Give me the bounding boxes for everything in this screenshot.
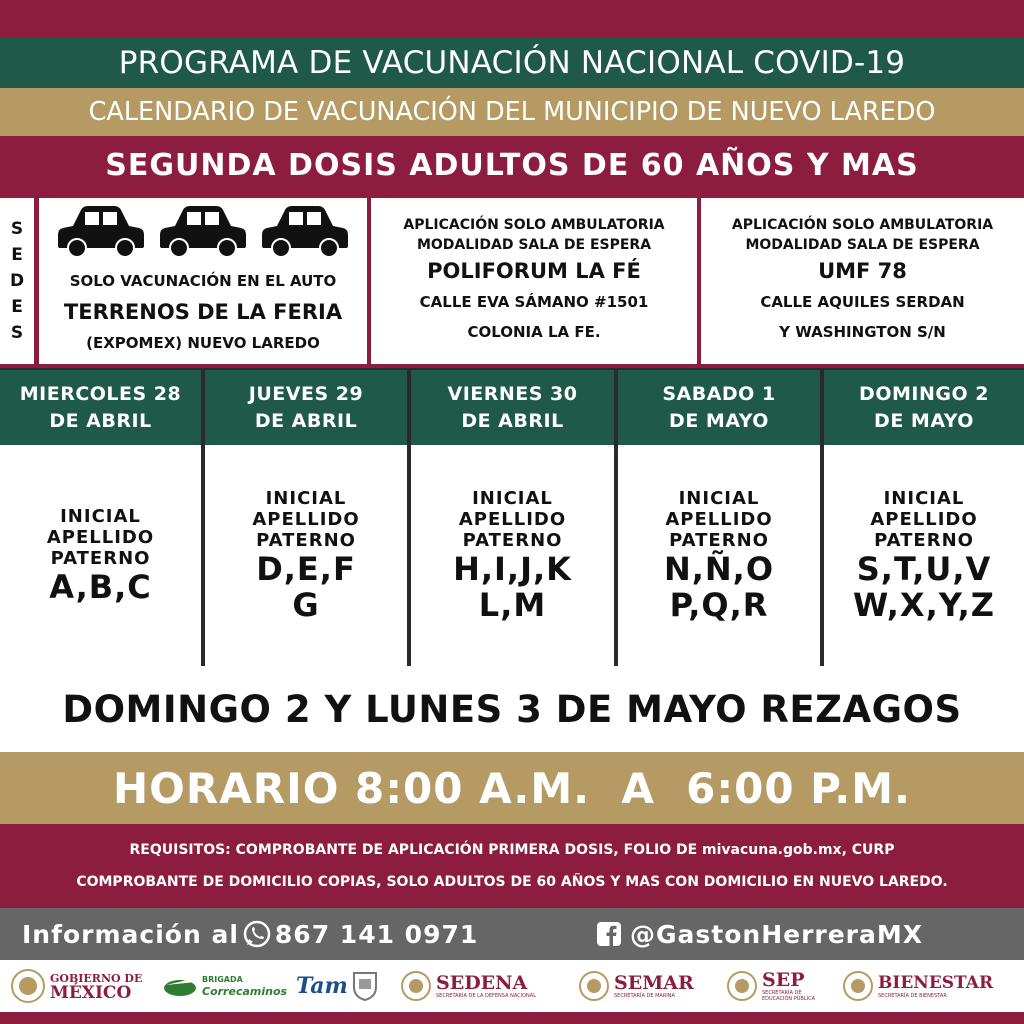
sede-mode: APLICACIÓN SOLO AMBULATORIA — [403, 217, 665, 233]
horario-banner: HORARIO 8:00 A.M. A 6:00 P.M. — [0, 752, 1024, 824]
inicial-label: INICIAL — [472, 488, 553, 509]
bienestar-sub: SECRETARÍA DE BIENESTAR — [878, 993, 947, 999]
paterno-label: PATERNO — [50, 548, 151, 569]
apellido-label: APELLIDO — [458, 509, 567, 530]
paterno-label: PATERNO — [256, 530, 356, 551]
day-month: DE MAYO — [874, 409, 974, 432]
sedes-letter: D — [9, 271, 25, 291]
info-social — [596, 920, 923, 949]
dose-heading: SEGUNDA DOSIS ADULTOS DE 60 AÑOS Y MAS — [0, 136, 1024, 194]
sedes-letter: S — [10, 219, 24, 239]
sede-name: POLIFORUM LA FÉ — [427, 259, 641, 283]
sedena-logo — [400, 970, 536, 1002]
requisitos-line2: COMPROBANTE DE DOMICILIO COPIAS, SOLO ADULTOS DE 60 AÑOS Y MAS CON DOMICILIO EN NUEVO LAREDO. — [76, 874, 948, 890]
gobierno-logo — [10, 968, 142, 1004]
letters-line2: L,M — [478, 586, 547, 624]
letters-line1: N,Ñ,O — [663, 550, 775, 588]
phone-number[interactable]: 867 141 0971 — [274, 919, 479, 949]
sede-name: UMF 78 — [818, 259, 907, 283]
day-column — [618, 370, 820, 666]
sedes-row — [0, 194, 1024, 368]
info-bar — [0, 908, 1024, 960]
day-month: DE MAYO — [669, 409, 769, 432]
day-header — [411, 370, 614, 445]
logo-bar — [0, 960, 1024, 1012]
letters-line1: A,B,C — [49, 568, 152, 606]
car-icon — [261, 204, 349, 258]
car-icon — [159, 204, 247, 258]
gobierno-line2: MÉXICO — [50, 983, 132, 1003]
sede-poliforum — [371, 198, 697, 364]
sede-mode: SOLO VACUNACIÓN EN EL AUTO — [69, 272, 337, 290]
semar-seal-icon — [578, 970, 610, 1002]
apellido-label: APELLIDO — [665, 509, 773, 530]
letters-line1: D,E,F — [256, 550, 356, 588]
apellido-label: APELLIDO — [46, 527, 155, 548]
rezagos-banner: DOMINGO 2 Y LUNES 3 DE MAYO REZAGOS — [0, 666, 1024, 752]
program-title: PROGRAMA DE VACUNACIÓN NACIONAL COVID-19 — [0, 38, 1024, 88]
sede-mode: APLICACIÓN SOLO AMBULATORIA — [731, 217, 994, 233]
schedule-days — [0, 368, 1024, 666]
sede-modality: MODALIDAD SALA DE ESPERA — [745, 237, 980, 253]
sede-address-2: Y WASHINGTON S/N — [779, 323, 946, 341]
day-body — [205, 445, 407, 666]
brigada-logo — [162, 973, 287, 999]
sede-name: TERRENOS DE LA FERIA — [63, 300, 343, 324]
bienestar-text: BIENESTAR — [878, 973, 994, 993]
requisitos — [0, 824, 1024, 908]
tam-logo — [296, 971, 378, 1001]
sep-seal-icon — [726, 970, 758, 1002]
sedes-letter: S — [10, 323, 24, 343]
tam-text: Tam — [296, 973, 348, 999]
day-header — [824, 370, 1024, 445]
letters-line2: W,X,Y,Z — [853, 586, 995, 624]
day-header — [205, 370, 407, 445]
day-header — [0, 370, 201, 445]
roadrunner-icon — [162, 973, 198, 999]
brigada-line2: Correcaminos — [202, 985, 288, 998]
day-month: DE ABRIL — [461, 409, 564, 432]
day-header — [618, 370, 820, 445]
whatsapp-icon — [243, 920, 271, 948]
paterno-label: PATERNO — [669, 530, 769, 551]
sede-modality: MODALIDAD SALA DE ESPERA — [416, 237, 652, 253]
sede-umf78 — [701, 198, 1024, 364]
facebook-icon — [596, 921, 622, 947]
inicial-label: INICIAL — [678, 488, 760, 509]
letters-line2: P,Q,R — [669, 586, 769, 624]
semar-text: SEMAR — [614, 972, 694, 994]
sede-address: (EXPOMEX) NUEVO LAREDO — [86, 334, 320, 352]
day-month: DE ABRIL — [254, 409, 358, 432]
car-icons — [57, 204, 349, 258]
day-column — [824, 370, 1024, 666]
inicial-label: INICIAL — [265, 488, 347, 509]
bienestar-logo — [842, 970, 993, 1002]
apellido-label: APELLIDO — [252, 509, 360, 530]
day-body — [411, 445, 614, 666]
top-strip — [0, 0, 1024, 38]
letters-line2: G — [292, 586, 320, 624]
apellido-label: APELLIDO — [870, 509, 978, 530]
requisitos-line1: REQUISITOS: COMPROBANTE DE APLICACIÓN PRIMERA DOSIS, FOLIO DE mivacuna.gob.mx, CURP — [129, 842, 895, 858]
day-body — [618, 445, 820, 666]
day-date: SABADO 1 — [662, 382, 776, 405]
sedes-letter: E — [11, 245, 23, 265]
info-label: Información al — [22, 919, 239, 949]
letters-line1: S,T,U,V — [856, 550, 992, 588]
paterno-label: PATERNO — [874, 530, 974, 551]
bottom-strip — [0, 1012, 1024, 1024]
sedes-letter: E — [11, 297, 23, 317]
day-date: MIERCOLES 28 — [19, 382, 182, 405]
brigada-line1: BRIGADA — [202, 975, 243, 984]
day-column — [411, 370, 614, 666]
sede-address: CALLE EVA SÁMANO #1501 — [419, 293, 649, 311]
gobierno-line1: GOBIERNO DE — [50, 972, 143, 985]
sedena-sub: SECRETARÍA DE LA DEFENSA NACIONAL — [436, 993, 536, 999]
letters-line1: H,I,J,K — [453, 550, 572, 588]
sede-feria — [39, 198, 367, 364]
day-column — [0, 370, 201, 666]
info-phone — [22, 920, 478, 949]
semar-logo — [578, 970, 694, 1002]
day-month: DE ABRIL — [49, 409, 152, 432]
day-column — [205, 370, 407, 666]
sedena-text: SEDENA — [436, 972, 528, 994]
tamaulipas-shield-icon — [352, 971, 378, 1001]
semar-sub: SECRETARÍA DE MARINA — [614, 993, 675, 999]
social-handle[interactable]: @GastonHerreraMX — [630, 919, 924, 949]
inicial-label: INICIAL — [883, 488, 965, 509]
sedena-seal-icon — [400, 970, 432, 1002]
bienestar-seal-icon — [842, 970, 874, 1002]
inicial-label: INICIAL — [60, 506, 141, 527]
sedes-label — [0, 198, 34, 364]
calendar-subtitle: CALENDARIO DE VACUNACIÓN DEL MUNICIPIO DE NUEVO LAREDO — [0, 88, 1024, 136]
sep-logo — [726, 970, 822, 1002]
day-body — [824, 445, 1024, 666]
sede-colony: COLONIA LA FE. — [467, 323, 601, 341]
mexico-seal-icon — [10, 968, 46, 1004]
sede-address: CALLE AQUILES SERDAN — [760, 293, 965, 311]
paterno-label: PATERNO — [462, 530, 563, 551]
day-body — [0, 445, 201, 666]
day-date: DOMINGO 2 — [859, 382, 989, 405]
day-date: JUEVES 29 — [248, 382, 364, 405]
sep-sub: SECRETARÍA DE EDUCACIÓN PÚBLICA — [762, 990, 816, 1002]
sep-text: SEP — [762, 969, 805, 991]
car-icon — [57, 204, 145, 258]
day-date: VIERNES 30 — [447, 382, 578, 405]
